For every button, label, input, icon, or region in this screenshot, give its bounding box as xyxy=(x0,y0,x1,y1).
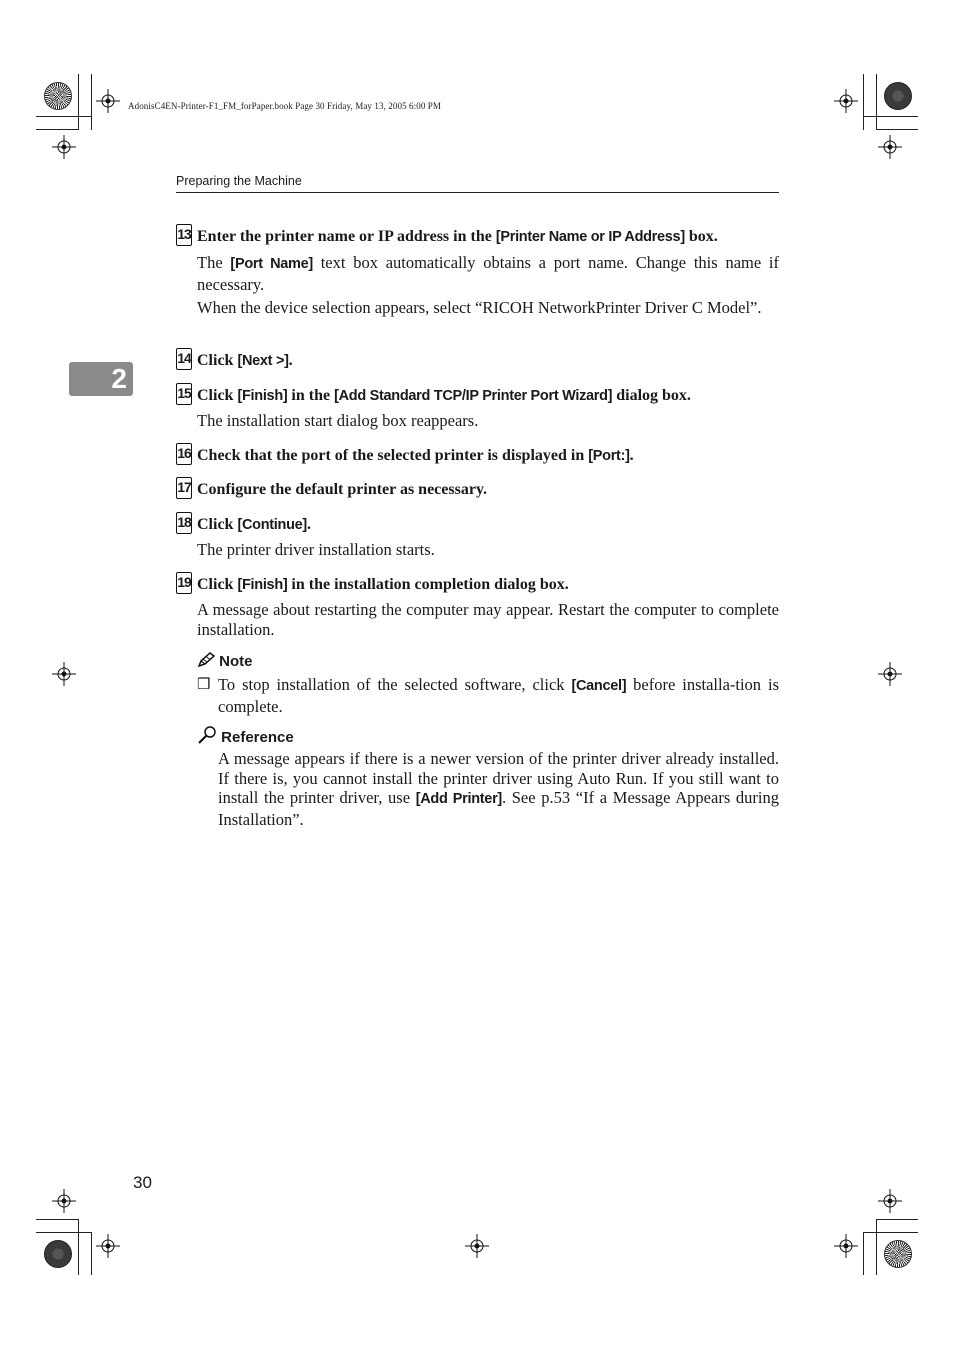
step-description: A message about restarting the computer may appear. Restart the computer to complete installation. xyxy=(197,600,779,639)
note-text: To stop installation of the selected software, click [Cancel] before installa-tion is complete. xyxy=(218,675,779,716)
step-title: Enter the printer name or IP address in the [Printer Name or IP Address] box. xyxy=(197,228,718,245)
step-title: Configure the default printer as necessary. xyxy=(197,481,488,498)
step-number: 13 xyxy=(176,224,192,246)
step-description: The printer driver installation starts. xyxy=(197,540,435,559)
color-wheel-icon xyxy=(884,82,912,110)
registration-mark-icon xyxy=(878,662,902,686)
registration-mark-icon xyxy=(834,1234,858,1258)
color-wheel-icon xyxy=(884,1240,912,1268)
step-description: The [Port Name] text box automatically obtains a port name. Change this name if necessary. xyxy=(197,253,780,294)
registration-mark-icon xyxy=(52,1189,76,1213)
running-header: Preparing the Machine xyxy=(176,174,779,193)
registration-mark-icon xyxy=(96,89,120,113)
registration-mark-icon xyxy=(878,1189,902,1213)
registration-mark-icon xyxy=(878,135,902,159)
step-number: 16 xyxy=(176,443,192,465)
registration-mark-icon xyxy=(465,1234,489,1258)
step-number: 14 xyxy=(176,348,192,370)
step-description: When the device selection appears, select “RICOH NetworkPrinter Driver C Model”. xyxy=(197,298,762,317)
step-title: Click [Continue]. xyxy=(197,516,311,533)
pencil-icon xyxy=(197,652,215,668)
step-title: Click [Finish] in the [Add Standard TCP/IP Printer Port Wizard] dialog box. xyxy=(197,387,691,404)
registration-mark-icon xyxy=(52,662,76,686)
print-slug: AdonisC4EN-Printer-F1_FM_forPaper.book Page 30 Friday, May 13, 2005 6:00 PM xyxy=(128,101,441,111)
step-number: 15 xyxy=(176,383,192,405)
magnifier-icon xyxy=(197,726,217,744)
step-number: 17 xyxy=(176,477,192,499)
registration-mark-icon xyxy=(52,135,76,159)
note-heading: Note xyxy=(197,652,253,670)
registration-mark-icon xyxy=(834,89,858,113)
reference-heading: Reference xyxy=(197,726,294,746)
reference-text: A message appears if there is a newer version of the printer driver already installed. If there is, you cannot install the printer driver using Auto Run. If you still want to install the printer driver, use [Add Printer]. See p.53 “If a Message Appears during Installation”. xyxy=(218,749,779,829)
step-title: Check that the port of the selected printer is displayed in [Port:]. xyxy=(197,447,634,464)
step-number: 18 xyxy=(176,512,192,534)
color-wheel-icon xyxy=(44,1240,72,1268)
page-number: 30 xyxy=(133,1173,152,1192)
registration-mark-icon xyxy=(96,1234,120,1258)
note-bullet: ❒ xyxy=(197,677,211,693)
step-description: The installation start dialog box reappears. xyxy=(197,411,479,430)
chapter-tab: 2 xyxy=(69,362,133,396)
step-title: Click [Next >]. xyxy=(197,352,293,369)
color-wheel-icon xyxy=(44,82,72,110)
step-number: 19 xyxy=(176,572,192,594)
step-title: Click [Finish] in the installation completion dialog box. xyxy=(197,576,569,593)
